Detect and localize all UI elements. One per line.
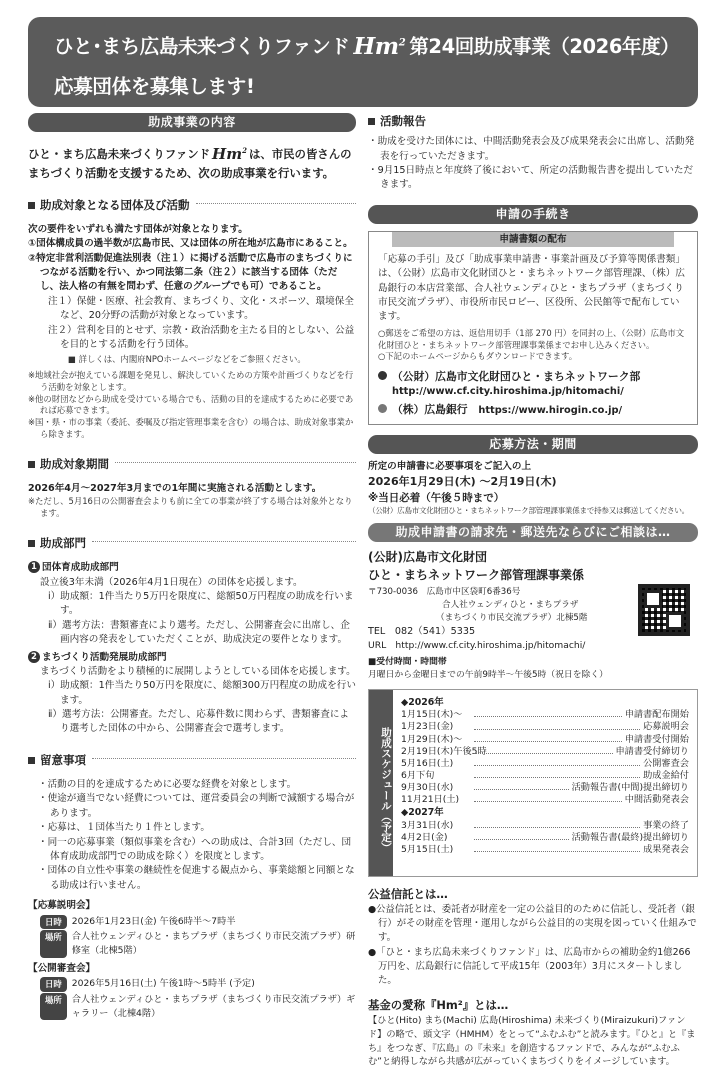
division-1-lead: 設立後3年未満（2026年4月1日現在）の団体を応援します。 — [40, 576, 303, 588]
schedule-row — [401, 844, 689, 856]
schedule-event: 活動報告書(中間)提出締切り — [571, 782, 689, 794]
eligibility-item: ②特定非営利活動促進法別表（注１）に掲げる活動で広島市のまちづくりにつながる活動を行い、かつ同法第二条（注２）に該当する団体（ただし、法人格の有無を問わず、任意のグループでも可）であること。 — [28, 252, 353, 293]
period-note: ※ただし、5月16日の公開審査会よりも前に全ての事業が終了する場合は対象外となります。 — [28, 496, 353, 519]
apply-bar: 応募方法・期間 — [368, 435, 698, 454]
qr-code[interactable] — [638, 584, 690, 636]
schedule-year: ◆2026年 — [401, 697, 444, 709]
trust-item: ●「ひと・まち広島未来づくりファンド」は、広島市からの補助金約1億266万円を、広島銀行に信託して平成15年（2003年）3月にスタートしました。 — [368, 946, 691, 986]
event-briefing-title: 【応募説明会】 — [28, 900, 96, 912]
schedule-date: 4月2日(金) — [401, 831, 448, 843]
address-line: 合人社ウェンディひと・まちプラザ — [442, 599, 579, 610]
section-eligibility: 助成対象となる団体及び活動 — [28, 197, 356, 214]
report-item: ・9月15日時点と年度終了後において、所定の活動報告書を提出していただきます。 — [368, 165, 694, 191]
apply-note: （公財）広島市文化財団ひと・まちネットワーク部管理課事業係まで持参又は郵送してください。 — [368, 506, 689, 516]
eligibility-note: 注２）営利を目的とせず、宗教・政治活動を主たる目的としない、公益を目的とする活動を行う団体。 — [48, 324, 355, 350]
address-line: （まちづくり市民交流プラザ）北棟5階 — [436, 612, 588, 623]
schedule-date: 1月15日(木)～ — [401, 709, 463, 721]
contact-org-2: ひと・まちネットワーク部管理課事業係 — [368, 567, 585, 582]
schedule-event: 活動報告書(最終)提出締切り — [571, 831, 689, 843]
schedule-date: 9月30日(水) — [401, 782, 454, 794]
event-review-place: 場所 合人社ウェンディひと・まちプラザ（まちづくり市民交流プラザ）ギャラリー（北棟4階） — [40, 993, 356, 1021]
schedule-event: 事業の終了 — [643, 819, 689, 831]
distribution-note: ○下記のホームページからもダウンロードできます。 — [378, 351, 578, 362]
report-item: ・助成を受けた団体には、中間活動発表会及び成果発表会に出席し、活動発表を行っていただきます。 — [368, 136, 695, 162]
division-2-item: ⅱ）選考方法：公開審査。ただし、応募件数に関わらず、書類審査により選考した団体の中から、公開審査会で選考します。 — [48, 709, 350, 735]
contact-url[interactable]: http://www.cf.city.hiroshima.jp/hitomachi/ — [395, 639, 586, 651]
npo-reference: ■ 詳しくは、内閣府NPOホームページなどをご参照ください。 — [68, 354, 306, 365]
event-review-date: 日時 2026年5月16日(土) 午後1時～5時半 (予定) — [40, 977, 356, 992]
name-title: 基金の愛称『Hm²』とは… — [368, 997, 509, 1012]
event-briefing-place: 場所 合人社ウェンディひと・まちプラザ（まちづくり市民交流プラザ）研修室（北棟5階） — [40, 930, 356, 958]
distribution-box — [368, 231, 698, 425]
fund-logo: Hm$^2$ — [353, 33, 406, 60]
trust-title: 公益信託とは… — [368, 887, 448, 902]
division-1-title: 1 団体育成助成部門 — [28, 561, 356, 575]
distribution-note: ○郵送をご希望の方は、返信用切手（1部 270 円）を同封の上、（公財）広島市文化財団ひと・まちネットワーク部管理課事業係までお申し込みください。 — [378, 327, 685, 350]
section-period: 助成対象期間 — [28, 456, 356, 473]
division-1-item: ⅰ）助成額：1件当たり5万円を限度に、総額50万円程度の助成を行います。 — [48, 590, 354, 617]
contact-bar: 助成申請書の請求先・郵送先ならびにご相談は… — [368, 523, 698, 542]
eligibility-small-note: ※地域社会が抱えている課題を発見し、解決していくための方策や計画づくりなどを行う活動を対象とします。 — [28, 370, 354, 392]
org-2-link[interactable]: https://www.hirogin.co.jp/ — [478, 404, 623, 416]
schedule-event: 助成金給付 — [643, 769, 689, 781]
schedule-date: 3月31日(水) — [401, 819, 454, 831]
division-2-item: ⅰ）助成額：1件当たり50万円を限度に、総額300万円程度の助成を行います。 — [48, 680, 356, 706]
schedule-event: 申請書受付締切り — [615, 745, 689, 757]
schedule-box — [368, 689, 698, 877]
period-main: 2026年4月～2027年3月までの1年間に実施される活動とします。 — [28, 482, 322, 494]
schedule-date: 6月下旬 — [401, 769, 435, 781]
org-1: （公財）広島市文化財団ひと・まちネットワーク部 — [378, 369, 688, 385]
eligibility-small-note: ※他の財団などから助成を受けている場合でも、活動の目的を達成するために必要であれば応募できます。 — [28, 393, 354, 416]
schedule-date: 1月23日(金) — [401, 721, 454, 733]
schedule-event: 成果発表会 — [643, 843, 689, 855]
contact-org-1: (公財)広島市文化財団 — [368, 549, 487, 564]
address-line: 〒730-0036 広島市中区袋町6番36号 — [368, 586, 521, 597]
distribution-text: 「応募の手引」及び「助成事業申請書・事業計画及び予算等関係書類」は、（公財）広島市文化財団ひと・まちネットワーク部管理課、（株）広島銀行の本店営業部、合人社ウェンディひと・まちプラザ（まちづくり市民交流プラザ）、市役所市民ロビー、区役所、公民館等で配布しています。 — [378, 253, 685, 323]
fund-name: ひと･まち広島未来づくりファンド — [54, 34, 350, 58]
name-text: 【ひと(Hito) まち(Machi) 広島(Hiroshima) 未来づくり(Miraizukuri)ファンド】の略で、頭文字（HMHM）をとって“ふむふむ”と読みます。『ひと』と『まち』をつなぎ、『広島』の『未来』を創造するファンドで、みんなが“ふむふむ”と納得しながら共感が広がっていくまちづくりをイメージしています。 — [368, 1015, 696, 1068]
division-2-lead: まちづくり活動をより積極的に展開しようとしている団体を応援します。 — [40, 665, 356, 677]
note-item: ・使途が適当でない経費については、運営委員会の判断で減額する場合があります。 — [38, 793, 355, 819]
distribution-head: 申請書類の配布 — [392, 232, 674, 247]
event-review-title: 【公開審査会】 — [28, 962, 96, 974]
section-notes: 留意事項 — [28, 752, 356, 769]
hours-title: ■受付時間・時間帯 — [368, 656, 447, 667]
hours-text: 月曜日から金曜日までの午前9時半～午後5時（祝日を除く） — [368, 669, 608, 680]
procedure-bar: 申請の手続き — [368, 205, 698, 224]
fund-logo-small: Hm$^2$ — [212, 145, 247, 163]
schedule-date: 5月16日(土) — [401, 757, 454, 769]
schedule-date: 1月29日(木)～ — [401, 733, 463, 745]
schedule-side-label: 助成スケジュール（予定） — [369, 690, 393, 876]
title-line-1 — [54, 29, 680, 64]
division-2-title: 2 まちづくり活動発展助成部門 — [28, 651, 356, 665]
left-column — [28, 113, 356, 1021]
division-1-item: ⅱ）選考方法：書類審査により選考。ただし、公開審査会に出席し、企画内容の発表をしていただくことが、助成決定の要件となります。 — [48, 619, 350, 646]
schedule-year: ◆2027年 — [401, 807, 444, 819]
eligibility-small-note: ※国・県・市の事業（委託、委嘱及び指定管理事業を含む）の場合は、助成対象事業から除きます。 — [28, 417, 354, 439]
schedule-event: 中間活動発表会 — [624, 794, 689, 806]
header-banner — [28, 17, 698, 107]
note-item: ・応募は、１団体当たり１件とします。 — [38, 822, 210, 834]
schedule-row — [401, 794, 689, 806]
schedule-date: 5月15日(土) — [401, 843, 454, 855]
content-bar: 助成事業の内容 — [28, 113, 356, 132]
trust-item: ●公益信託とは、委託者が財産を一定の公益目的のために信託し、受託者（銀行）がその財産を管理・運用しながら公益目的の実現を図っていく仕組みです。 — [368, 904, 697, 944]
note-item: ・団体の自立性や事業の継続性を促進する観点から、事業総額と同額となる助成は行いません。 — [38, 865, 355, 891]
title-line-2: 応募団体を募集します! — [54, 74, 255, 98]
schedule-date: 2月19日(木)午後5時 — [401, 745, 487, 757]
note-item: ・同一の応募事業（類似事業を含む）への助成は、合計3回（ただし、団体育成助成部門での助成を除く）を限度とします。 — [38, 836, 352, 863]
right-column — [368, 113, 698, 1069]
org-1-link[interactable]: http://www.cf.city.hiroshima.jp/hitomachi/ — [392, 386, 624, 398]
schedule-event: 申請書配布開始 — [624, 709, 689, 721]
schedule-date: 11月21日(土) — [401, 794, 460, 806]
contact-block — [368, 548, 698, 682]
schedule-event: 応募説明会 — [643, 721, 689, 733]
program-title: 第24回助成事業（2026年度） — [409, 34, 680, 58]
intro-text: ひと・まち広島未来づくりファンド Hm$^2$ は、市民の皆さんのまちづくり活動を支援するため、次の助成事業を行います。 — [28, 145, 352, 180]
section-divisions: 助成部門 — [28, 535, 356, 552]
apply-must: ※当日必着（午後５時まで） — [368, 491, 505, 504]
apply-period: 2026年1月29日(木) ～2月19日(木) — [368, 475, 557, 489]
eligibility-note: 注１）保健・医療、社会教育、まちづくり、文化・スポーツ、環境保全など、20分野の活動が対象となっています。 — [48, 295, 354, 322]
schedule-event: 公開審査会 — [643, 757, 689, 769]
schedule-event: 申請書受付開始 — [624, 733, 689, 745]
url-line: URL http://www.cf.city.hiroshima.jp/hitomachi/ — [368, 639, 586, 651]
apply-lead: 所定の申請書に必要事項をご記入の上 — [368, 460, 532, 472]
event-briefing-date: 日時 2026年1月23日(金) 午後6時半～7時半 — [40, 915, 356, 930]
tel-line: TEL 082（541）5335 — [368, 625, 476, 637]
schedule-list — [401, 696, 689, 856]
note-item: ・活動の目的を達成するために必要な経費を対象とします。 — [38, 779, 297, 791]
org-2: （株）広島銀行 https://www.hirogin.co.jp/ — [378, 402, 688, 419]
eligibility-item: ①団体構成員の過半数が広島市民、又は団体の所在地が広島市にあること。 — [28, 238, 353, 250]
section-report: 活動報告 — [368, 113, 698, 130]
eligibility-lead: 次の要件をいずれも満たす団体が対象となります。 — [28, 223, 248, 235]
